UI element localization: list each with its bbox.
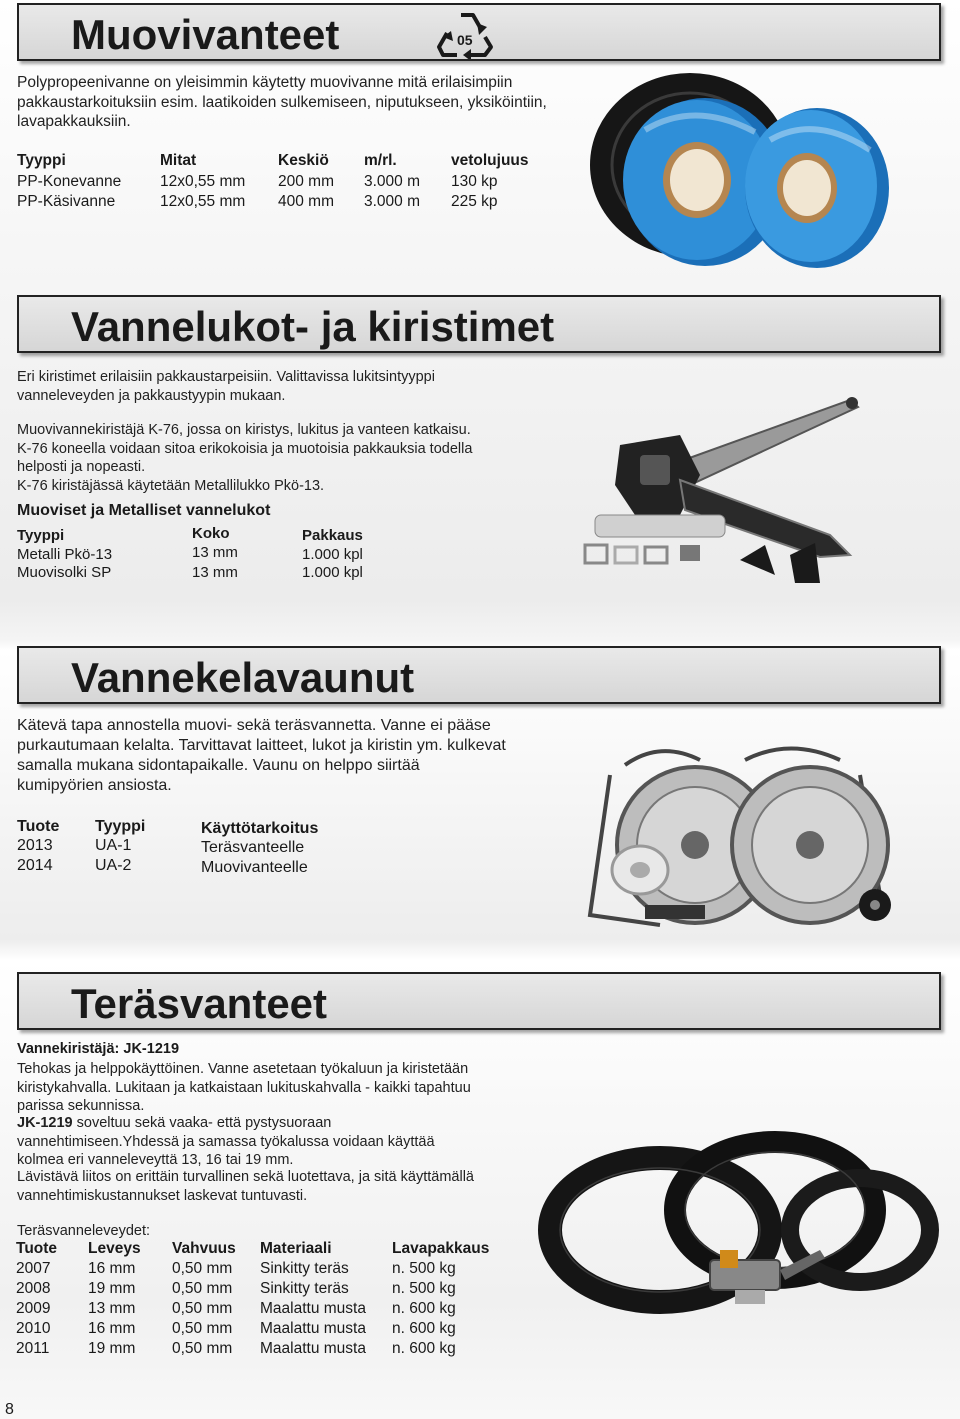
table-cell: 12x0,55 mm	[160, 173, 246, 190]
vannekelavaunut-intro: Kätevä tapa annostella muovi- sekä teräsvannetta. Vanne ei pääse purkautumaan kelalta. Tarvittavat laitteet, lukot ja kiristin ym. kulkevat samalla mukana sidontapaikalle. Vaunu on helppo siirtää kumipyörien ansiosta.	[17, 717, 506, 794]
widths-label: Teräsvanneleveydet:	[17, 1223, 150, 1239]
vannelukot-subheading: Muoviset ja Metalliset vannelukot	[17, 502, 271, 519]
table-cell: 2007	[16, 1260, 51, 1277]
table-cell: n. 500 kg	[392, 1280, 456, 1297]
col-header: Tuote	[16, 1240, 58, 1257]
col-header: Tyyppi	[17, 527, 65, 544]
table-cell: 16 mm	[88, 1260, 136, 1277]
table-cell: PP-Konevanne	[17, 173, 122, 190]
recycle-icon	[433, 9, 501, 59]
col-header: Lavapakkaus	[392, 1240, 490, 1257]
table-cell: 13 mm	[192, 564, 238, 581]
section-header-terasvanteet	[17, 972, 941, 1030]
col-header: Tyyppi	[17, 152, 66, 169]
table-cell: 0,50 mm	[172, 1320, 233, 1337]
table-cell: Maalattu musta	[260, 1300, 366, 1317]
vannelukot-p1: Eri kiristimet erilaisiin pakkaustarpeisiin. Valittavissa lukitsintyyppi vanneleveyden ja pakkaustyypin mukaan.	[17, 369, 435, 404]
table-cell: n. 600 kg	[392, 1340, 456, 1357]
table-cell: 12x0,55 mm	[160, 193, 246, 210]
col-header: Tuote	[17, 818, 60, 835]
table-cell: 225 kp	[451, 193, 498, 210]
steel-strap-coils-image	[520, 1120, 940, 1320]
col-header: Käyttötarkoitus	[201, 820, 319, 837]
table-cell: 13 mm	[192, 544, 238, 561]
table-cell: Maalattu musta	[260, 1340, 366, 1357]
strap-reels-image	[585, 70, 905, 285]
tool-model: JK-1219	[17, 1115, 73, 1131]
section-header-muovivanteet	[17, 3, 941, 61]
col-header: Tyyppi	[95, 818, 146, 835]
vannelukot-p3: K-76 kiristäjässä käytetään Metallilukko Pkö-13.	[17, 478, 325, 494]
table-cell: Muovivanteelle	[201, 859, 308, 876]
col-header: vetolujuus	[451, 152, 529, 169]
page-number: 8	[5, 1401, 14, 1418]
col-header: m/rl.	[364, 152, 397, 169]
terasvanteet-p3: Lävistävä liitos on erittäin turvallinen sekä luotettava, ja sitä käyttämällä vannehtimiskustannukset laskevat tuntuvasti.	[17, 1169, 474, 1204]
tensioner-k76-image	[580, 385, 880, 595]
table-cell: Muovisolki SP	[17, 564, 112, 581]
table-cell: 130 kp	[451, 173, 498, 190]
recycle-code: 05	[457, 32, 473, 48]
table-cell: Maalattu musta	[260, 1320, 366, 1337]
table-cell: 400 mm	[278, 193, 334, 210]
table-cell: 3.000 m	[364, 193, 421, 210]
table-cell: 0,50 mm	[172, 1340, 233, 1357]
section-header-vannelukot	[17, 295, 941, 353]
terasvanteet-p2-text: soveltuu sekä vaaka- että pystysuoraan vannehtimiseen.Yhdessä ja samassa työkalussa voidaan käyttää kolmea eri vanneleveyttä 13, 16 tai 19 mm.	[17, 1115, 435, 1168]
table-cell: 0,50 mm	[172, 1280, 233, 1297]
table-cell: 2009	[16, 1300, 51, 1317]
table-cell: 1.000 kpl	[302, 564, 363, 581]
table-cell: PP-Käsivanne	[17, 193, 116, 210]
table-cell: Sinkitty teräs	[260, 1280, 349, 1297]
col-header: Keskiö	[278, 152, 329, 169]
table-cell: 19 mm	[88, 1340, 136, 1357]
table-cell: 3.000 m	[364, 173, 421, 190]
section-title: Vannekelavaunut	[71, 654, 415, 701]
table-cell: 13 mm	[88, 1300, 136, 1317]
table-cell: Teräsvanteelle	[201, 839, 305, 856]
terasvanteet-p1: Tehokas ja helppokäyttöinen. Vanne asetetaan työkaluun ja kiristetään kiristykahvalla. Lukitaan ja katkaistaan lukituskahvalla - kaikki tapahtuu parissa sekunnissa.	[17, 1061, 471, 1114]
table-cell: 0,50 mm	[172, 1300, 233, 1317]
col-header: Materiaali	[260, 1240, 332, 1257]
coil-carts-image	[570, 735, 900, 935]
col-header: Koko	[192, 525, 230, 542]
col-header: Vahvuus	[172, 1240, 236, 1257]
table-cell: Metalli Pkö-13	[17, 546, 113, 563]
table-cell: 200 mm	[278, 173, 334, 190]
vannelukot-p2: Muovivannekiristäjä K-76, jossa on kiristys, lukitus ja vanteen katkaisu. K-76 koneella voidaan sitoa erikokoisia ja muotoisia pakkauksia todella helposti ja nopeasti.	[17, 422, 473, 475]
muovivanteet-intro: Polypropeenivanne on yleisimmin käytetty muovivanne mitä erilaisimpiin pakkaustarkoituksiin esim. laatikoiden sulkemiseen, niputukseen, yksiköintiin, lavapakkauksiin.	[17, 74, 547, 130]
table-cell: UA-2	[95, 857, 132, 874]
table-cell: 2013	[17, 837, 53, 854]
section-title: Vannelukot- ja kiristimet	[71, 303, 555, 350]
tool-heading: Vannekiristäjä: JK-1219	[17, 1041, 180, 1057]
table-cell: 16 mm	[88, 1320, 136, 1337]
col-header: Mitat	[160, 152, 197, 169]
table-cell: 2010	[16, 1320, 51, 1337]
col-header: Leveys	[88, 1240, 141, 1257]
table-cell: n. 600 kg	[392, 1320, 456, 1337]
table-cell: 1.000 kpl	[302, 546, 363, 563]
col-header: Pakkaus	[302, 527, 363, 544]
table-cell: Sinkitty teräs	[260, 1260, 349, 1277]
table-cell: 2014	[17, 857, 53, 874]
terasvanteet-p2	[17, 1114, 479, 1170]
section-title: Teräsvanteet	[71, 980, 328, 1027]
table-cell: 2011	[16, 1340, 50, 1357]
table-cell: UA-1	[95, 837, 132, 854]
table-cell: 0,50 mm	[172, 1260, 233, 1277]
table-cell: n. 600 kg	[392, 1300, 456, 1317]
section-header-vannekelavaunut	[17, 646, 941, 704]
table-cell: n. 500 kg	[392, 1260, 456, 1277]
table-cell: 19 mm	[88, 1280, 136, 1297]
section-title: Muovivanteet	[71, 11, 340, 58]
table-cell: 2008	[16, 1280, 51, 1297]
